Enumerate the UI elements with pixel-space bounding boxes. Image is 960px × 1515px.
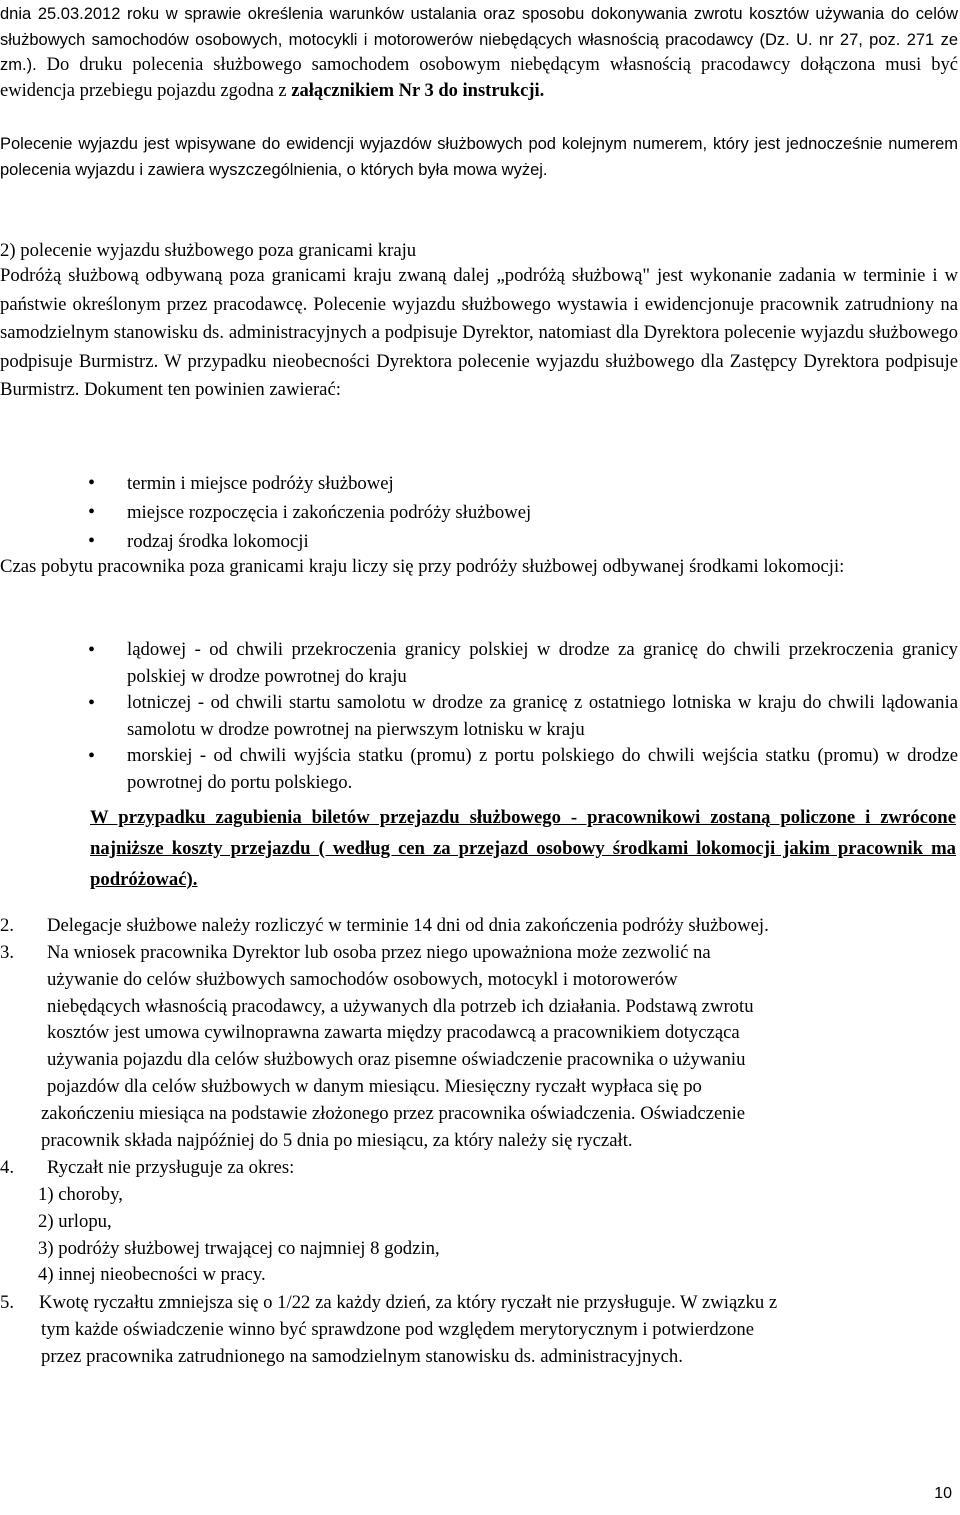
text-line: używanie do celów służbowych samochodów osobowych, motocykl i motorowerów — [47, 968, 678, 990]
travel-register-paragraph: Polecenie wyjazdu jest wpisywane do ewidencji wyjazdów służbowych pod kolejnym numerem, który jest jednocześnie numerem polecenia wyjazdu i zawiera wyszczególnienia, o których była mowa wyżej. — [0, 135, 958, 179]
text-line: używania pojazdu dla celów służbowych oraz pisemne oświadczenie pracownika o używaniu — [47, 1049, 746, 1071]
foreign-travel-paragraph: Podróżą służbową odbywaną poza granicami kraju zwaną dalej „podróżą służbową" jest wykonanie zadania w terminie i w państwie określonym przez pracodawcę. Polecenie wyjazdu służbowego wystawia i ewidencjonuje pracownik zatrudniony na samodzielnym stanowisku ds. administracyjnych a podpisuje Dyrektor, natomiast dla Dyrektora polecenie wyjazdu służbowego podpisuje Burmistrz. W przypadku nieobecności Dyrektora polecenie wyjazdu służbowego dla Zastępcy Dyrektora podpisuje Burmistrz. Dokument ten powinien zawierać: — [0, 265, 958, 401]
list-item: 1) choroby, — [38, 1184, 123, 1205]
intro-paragraph — [0, 2, 958, 104]
text-line: zakończeniu miesiąca na podstawie złożonego przez pracownika oświadczenia. Oświadczenie — [41, 1102, 746, 1124]
text-line: pojazdów dla celów służbowych w danym miesiącu. Miesięczny ryczałt wypłaca się po — [47, 1076, 702, 1097]
list-item: • lotniczej - od chwili startu samolotu w drodze za granicę z ostatniego lotniska w kraju do chwili lądowania samolotu w drodze powrotnej na pierwszym lotnisku w kraju — [0, 690, 958, 743]
point-3-number: 3. — [0, 942, 15, 963]
point-2-number: 2. — [0, 915, 15, 936]
intro-sans-text: dnia 25.03.2012 roku w sprawie określenia warunków ustalania oraz sposobu dokonywania zwrotu kosztów używania do celów służbowych samochodów osobowych, motocykli i motorowerów niebędących własnością pracodawcy (Dz. U. nr 27, poz. 271 ze zm.). — [0, 5, 958, 74]
section-2-heading: 2) polecenie wyjazdu służbowego poza granicami kraju — [0, 240, 417, 261]
document-contents-list — [0, 469, 958, 556]
list-item: • termin i miejsce podróży służbowej — [0, 469, 958, 498]
text-line: niebędących własnością pracodawcy, a używanych dla potrzeb ich działania. Podstawą zwrotu — [47, 995, 754, 1017]
text-line: Na wniosek pracownika Dyrektor lub osoba przez niego upoważniona może zezwolić na — [47, 942, 711, 963]
list-item: 3) podróży służbowej trwającej co najmniej 8 godzin, — [38, 1237, 440, 1259]
point-4-text: Ryczałt nie przysługuje za okres: — [47, 1157, 295, 1178]
text-line: tym każde oświadczenie winno być sprawdzone pod względem merytorycznym i potwierdzone — [41, 1318, 754, 1340]
text-line: przez pracownika zatrudnionego na samodzielnym stanowisku ds. administracyjnych. — [41, 1345, 683, 1367]
transport-list — [0, 637, 958, 796]
point-5-number: 5. — [0, 1292, 15, 1313]
attachment-reference: załącznikiem Nr 3 do instrukcji. — [291, 80, 545, 101]
list-item: • rodzaj środka lokomocji — [0, 527, 958, 556]
list-item: • morskiej - od chwili wyjścia statku (promu) z portu polskiego do chwili wejścia statku (promu) w drodze powrotnej do portu polskiego. — [0, 743, 958, 796]
point-4-number: 4. — [0, 1157, 15, 1178]
list-item: 2) urlopu, — [38, 1210, 112, 1232]
page-number: 10 — [934, 1485, 952, 1502]
stay-duration-paragraph: Czas pobytu pracownika poza granicami kraju liczy się przy podróży służbowej odbywanej środkami lokomocji: — [0, 556, 845, 577]
text-line: kosztów jest umowa cywilnoprawna zawarta między pracodawcą a pracownikiem dotycząca — [47, 1022, 740, 1044]
list-item: • miejsce rozpoczęcia i zakończenia podróży służbowej — [0, 498, 958, 527]
text-line: Kwotę ryczałtu zmniejsza się o 1/22 za każdy dzień, za który ryczałt nie przysługuje. W związku z — [39, 1292, 778, 1313]
point-2-text: Delegacje służbowe należy rozliczyć w terminie 14 dni od dnia zakończenia podróży służbowej. — [47, 915, 769, 936]
intro-serif-text: Do druku polecenia służbowego samochodem osobowym niebędącym własnością pracodawcy dołączona musi być ewidencja przebiegu pojazdu zgodna z — [0, 55, 958, 101]
list-item: • lądowej - od chwili przekroczenia granicy polskiej w drodze za granicę do chwili przekroczenia granicy polskiej w drodze powrotnej do kraju — [0, 637, 958, 690]
list-item: 4) innej nieobecności w pracy. — [38, 1264, 266, 1286]
text-line: pracownik składa najpóźniej do 5 dnia po miesiącu, za który należy się ryczałt. — [41, 1129, 633, 1151]
lost-tickets-notice: W przypadku zagubienia biletów przejazdu służbowego - pracownikowi zostaną policzone i zwrócone najniższe koszty przejazdu ( według cen za przejazd osobowy środkami lokomocji jakim pracownik ma podróżować). — [90, 807, 956, 890]
